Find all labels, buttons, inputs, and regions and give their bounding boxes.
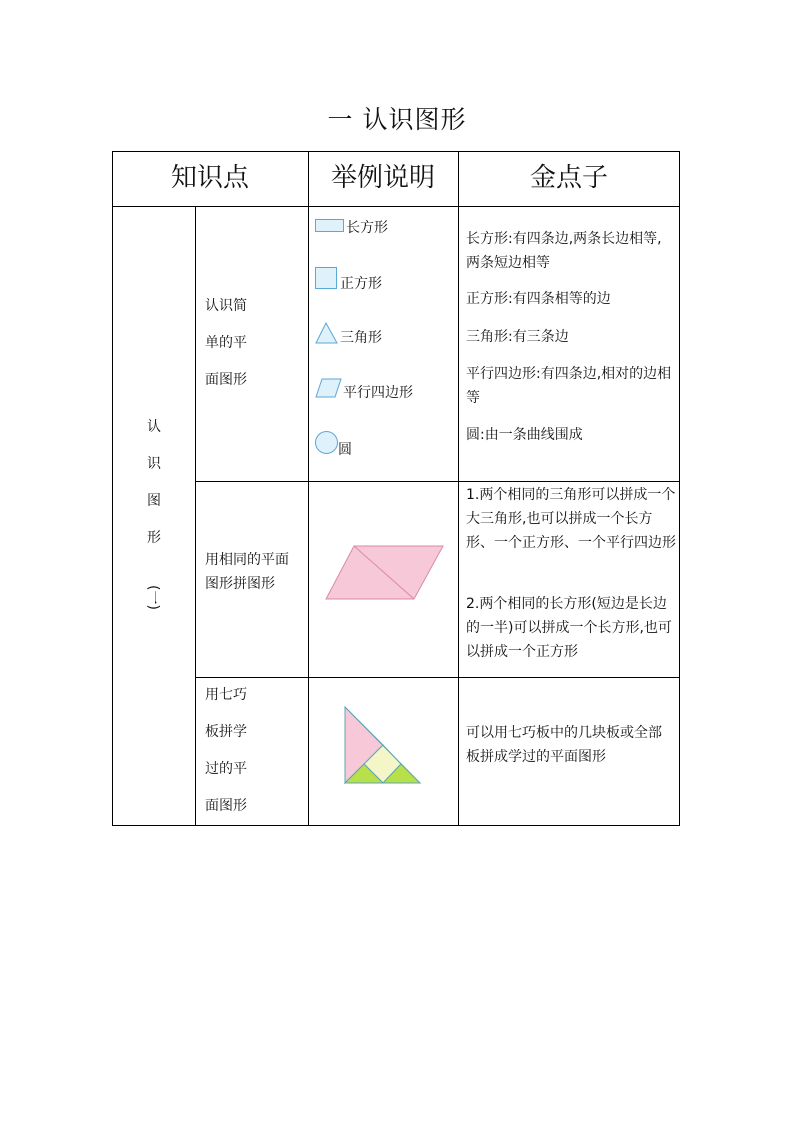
tangram-triangle-diagram — [345, 707, 425, 787]
tip-tangram: 可以用七巧板中的几块板或全部板拼成学过的平面图形 — [466, 725, 662, 765]
topic-row-3: 用七巧 板拼学 过的平 面图形 — [205, 687, 247, 814]
col-divider — [308, 151, 309, 826]
header-examples: 举例说明 — [330, 163, 435, 193]
parallelogram-shape-icon — [315, 378, 345, 400]
tip-parallelogram: 平行四边形:有四条边,相对的边相等 — [466, 366, 672, 406]
topic-row-1: 认识简 单的平 面图形 — [205, 298, 247, 388]
triangle-shape-icon — [315, 322, 341, 346]
example-label-square: 正方形 — [340, 276, 382, 292]
chapter-char: 认 — [147, 419, 161, 435]
header-knowledge: 知识点 — [170, 163, 249, 193]
tip-combine-rectangles: 2.两个相同的长方形(短边是长边的一半)可以拼成一个长方形,也可以拼成一个正方形 — [466, 596, 672, 660]
col-divider — [458, 151, 459, 826]
example-label-triangle: 三角形 — [340, 330, 382, 346]
tip-triangle: 三角形:有三条边 — [466, 329, 569, 345]
col-divider — [195, 206, 196, 826]
two-triangles-parallelogram-diagram — [325, 545, 449, 605]
tip-rectangle: 长方形:有四条边,两条长边相等,两条短边相等 — [466, 231, 662, 271]
chapter-char: 识 — [147, 456, 161, 472]
chapter-char: 形 — [147, 530, 161, 546]
tip-square: 正方形:有四条相等的边 — [466, 291, 611, 307]
row-divider — [195, 677, 680, 678]
example-label-circle: 圆 — [338, 442, 352, 458]
chapter-char: (一) — [145, 585, 161, 610]
row-divider — [112, 206, 680, 207]
tip-combine-triangles: 1.两个相同的三角形可以拼成一个大三角形,也可以拼成一个长方形、一个正方形、一个平行四边形 — [466, 487, 676, 551]
example-label-rectangle: 长方形 — [346, 220, 388, 236]
row-divider — [195, 481, 680, 482]
example-label-parallelogram: 平行四边形 — [343, 385, 413, 401]
rectangle-shape-icon — [315, 219, 345, 235]
page-title: 一 认识图形 — [327, 105, 467, 134]
header-tips: 金点子 — [529, 163, 608, 193]
tip-circle: 圆:由一条曲线围成 — [466, 427, 583, 443]
chapter-char: 图 — [147, 493, 161, 509]
topic-row-2: 用相同的平面 图形拼图形 — [205, 552, 289, 592]
square-shape-icon — [315, 267, 339, 291]
